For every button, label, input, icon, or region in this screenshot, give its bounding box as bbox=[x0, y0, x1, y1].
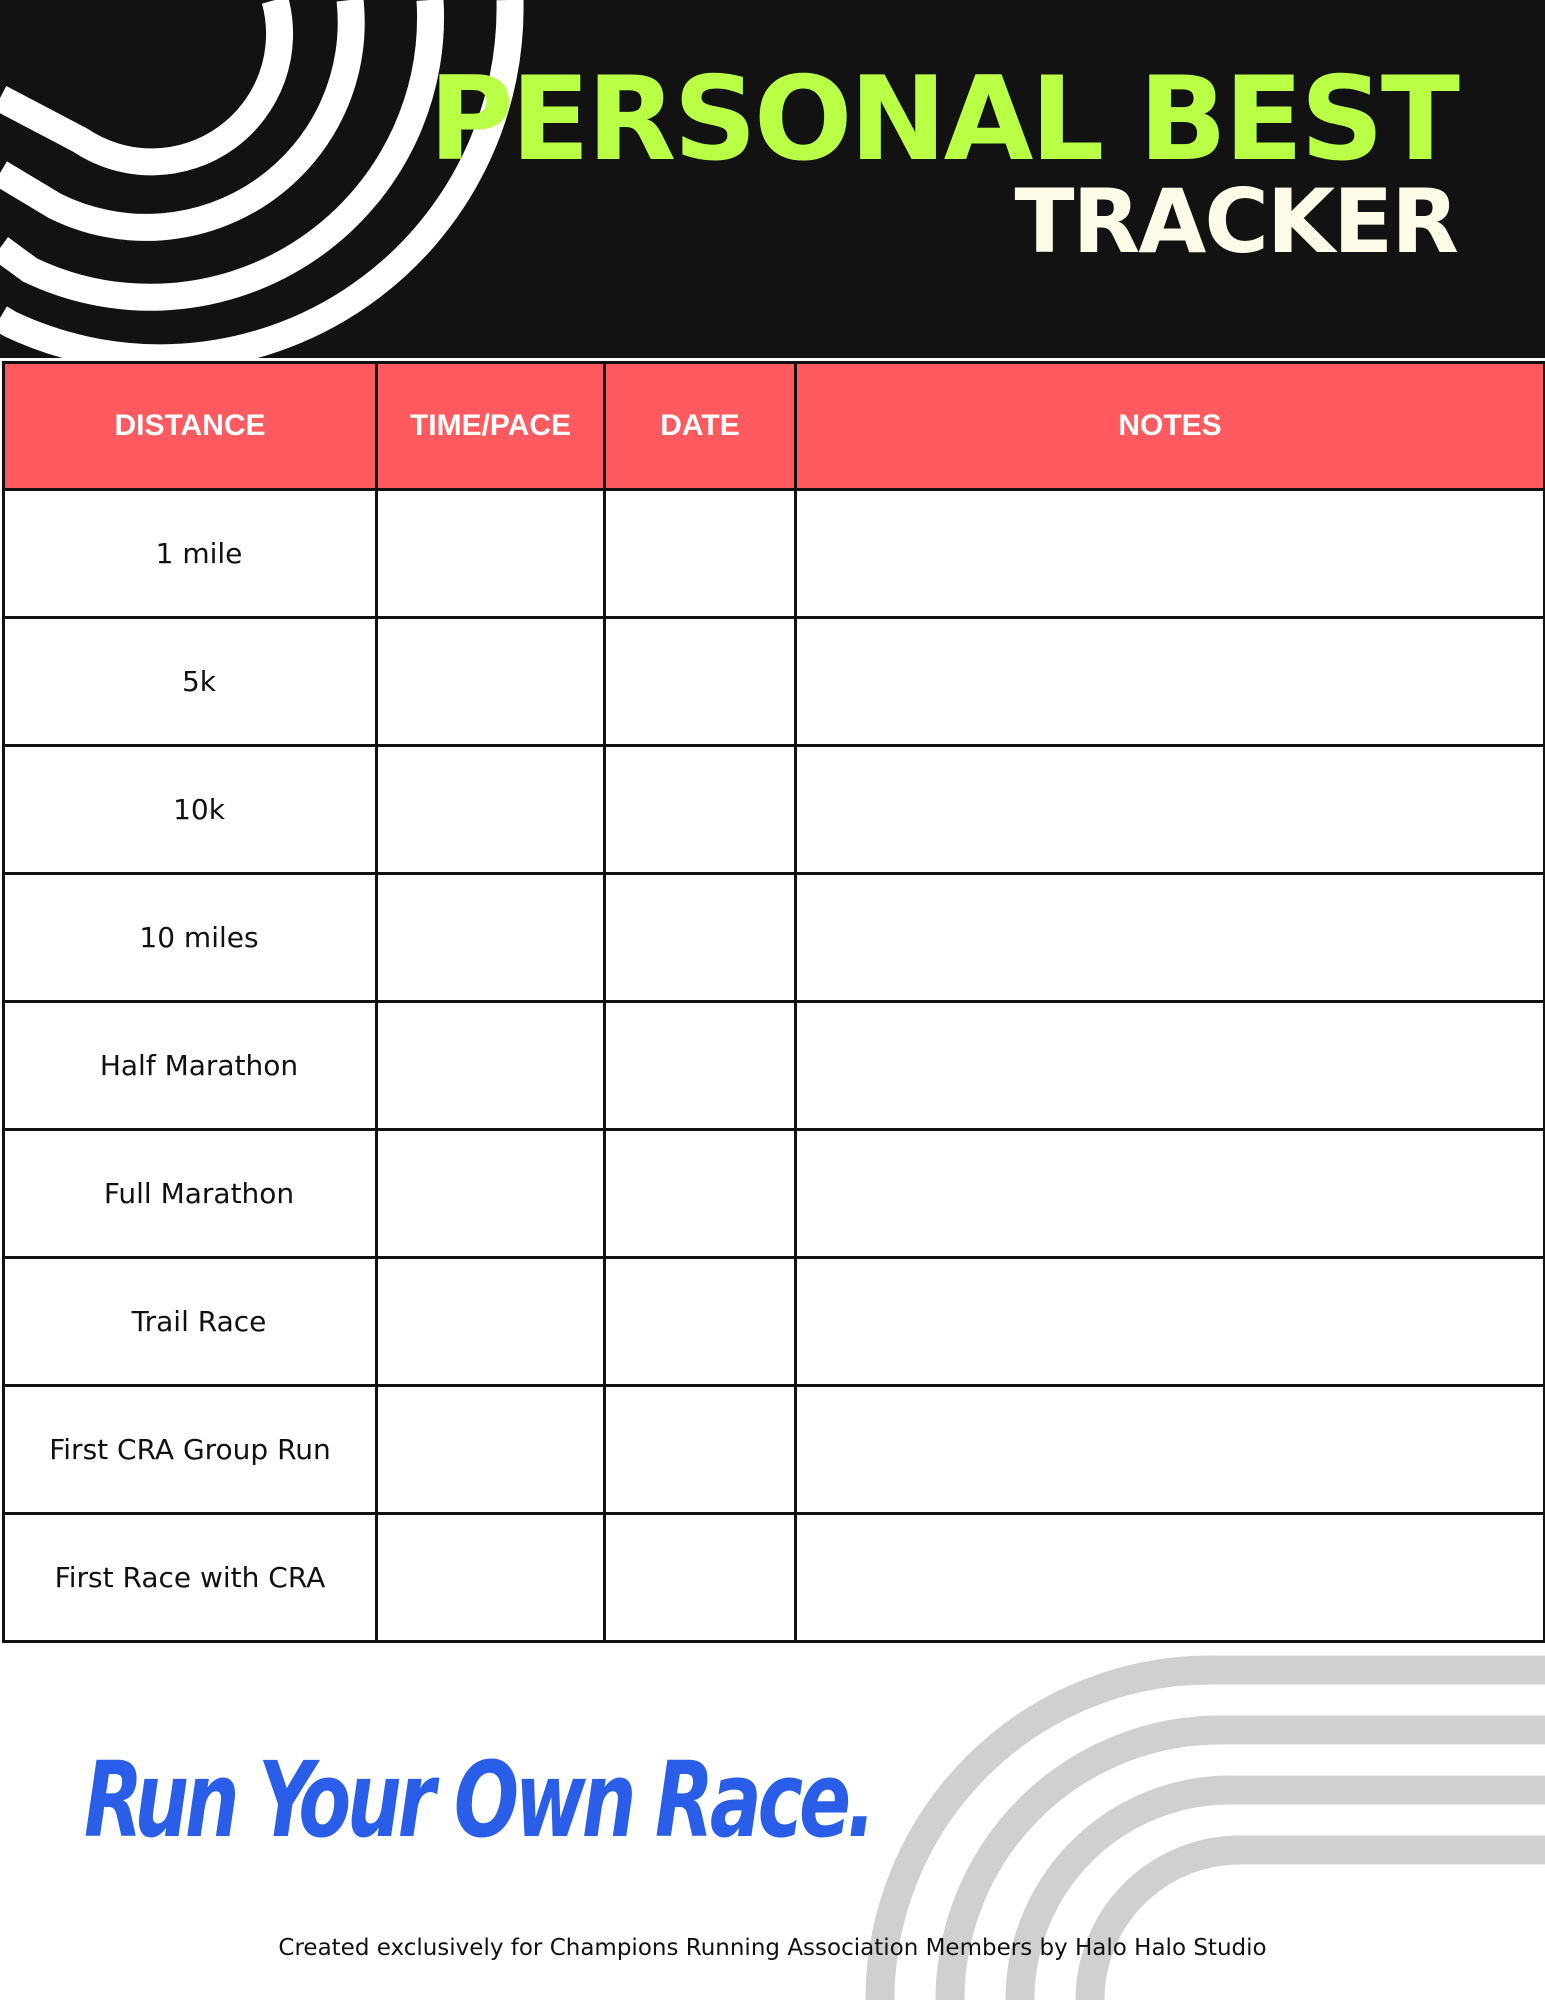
tracker-table bbox=[2, 361, 1545, 1643]
distance-cell: 1 mile bbox=[4, 490, 377, 618]
date-cell[interactable] bbox=[605, 746, 796, 874]
date-cell[interactable] bbox=[605, 1002, 796, 1130]
table-row bbox=[4, 1386, 1545, 1514]
distance-cell: First CRA Group Run bbox=[4, 1386, 377, 1514]
date-cell[interactable] bbox=[605, 618, 796, 746]
page-subtitle: TRACKER bbox=[1014, 170, 1457, 273]
notes-cell[interactable] bbox=[796, 1258, 1545, 1386]
table-row bbox=[4, 746, 1545, 874]
time-pace-cell[interactable] bbox=[377, 618, 605, 746]
time-pace-cell[interactable] bbox=[377, 490, 605, 618]
table-row bbox=[4, 618, 1545, 746]
column-header-notes: NOTES bbox=[796, 363, 1545, 490]
date-cell[interactable] bbox=[605, 1386, 796, 1514]
distance-cell: First Race with CRA bbox=[4, 1514, 377, 1642]
distance-cell: Full Marathon bbox=[4, 1130, 377, 1258]
distance-cell: 10 miles bbox=[4, 874, 377, 1002]
table-row bbox=[4, 1514, 1545, 1642]
distance-cell: 5k bbox=[4, 618, 377, 746]
distance-cell: Trail Race bbox=[4, 1258, 377, 1386]
time-pace-cell[interactable] bbox=[377, 1386, 605, 1514]
column-header-distance: DISTANCE bbox=[4, 363, 377, 490]
table-row bbox=[4, 1130, 1545, 1258]
distance-cell: Half Marathon bbox=[4, 1002, 377, 1130]
date-cell[interactable] bbox=[605, 1258, 796, 1386]
time-pace-cell[interactable] bbox=[377, 1258, 605, 1386]
notes-cell[interactable] bbox=[796, 1514, 1545, 1642]
page-title: PERSONAL BEST bbox=[428, 52, 1457, 187]
distance-cell: 10k bbox=[4, 746, 377, 874]
table-row bbox=[4, 874, 1545, 1002]
table-row bbox=[4, 1002, 1545, 1130]
notes-cell[interactable] bbox=[796, 490, 1545, 618]
time-pace-cell[interactable] bbox=[377, 1002, 605, 1130]
notes-cell[interactable] bbox=[796, 1386, 1545, 1514]
time-pace-cell[interactable] bbox=[377, 1514, 605, 1642]
column-header-date: DATE bbox=[605, 363, 796, 490]
footer-credit: Created exclusively for Champions Running Association Members by Halo Halo Studio bbox=[278, 1935, 1267, 1961]
table-row bbox=[4, 490, 1545, 618]
notes-cell[interactable] bbox=[796, 618, 1545, 746]
tracker-table-container bbox=[2, 361, 1543, 1643]
date-cell[interactable] bbox=[605, 1514, 796, 1642]
table-row bbox=[4, 1258, 1545, 1386]
date-cell[interactable] bbox=[605, 1130, 796, 1258]
column-header-time-pace: TIME/PACE bbox=[377, 363, 605, 490]
time-pace-cell[interactable] bbox=[377, 874, 605, 1002]
notes-cell[interactable] bbox=[796, 1002, 1545, 1130]
time-pace-cell[interactable] bbox=[377, 1130, 605, 1258]
notes-cell[interactable] bbox=[796, 874, 1545, 1002]
date-cell[interactable] bbox=[605, 874, 796, 1002]
table-header-row bbox=[4, 363, 1545, 490]
date-cell[interactable] bbox=[605, 490, 796, 618]
notes-cell[interactable] bbox=[796, 746, 1545, 874]
time-pace-cell[interactable] bbox=[377, 746, 605, 874]
slogan: Run Your Own Race. bbox=[84, 1739, 872, 1861]
notes-cell[interactable] bbox=[796, 1130, 1545, 1258]
header-banner bbox=[0, 0, 1545, 358]
